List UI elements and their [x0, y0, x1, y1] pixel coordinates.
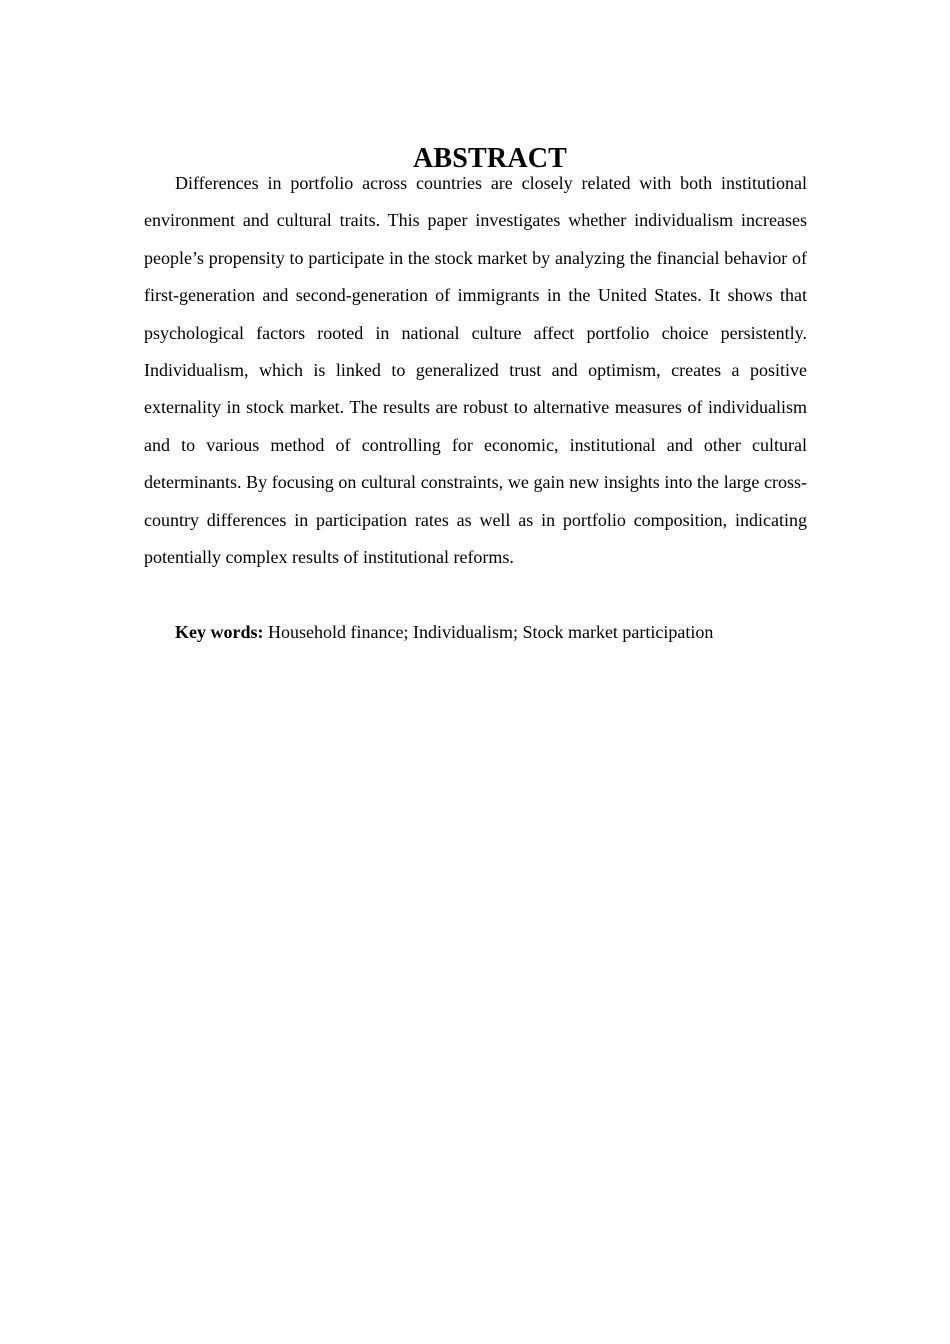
keywords-list: Household finance; Individualism; Stock market participation: [263, 622, 714, 642]
keywords-line: [144, 614, 807, 651]
keywords-label: Key words:: [175, 622, 264, 642]
abstract-paragraph: Differences in portfolio across countries are closely related with both institutional environment and cultural traits. This paper investigates whether individualism increases people’s propensity to participate in the stock market by analyzing the financial behavior of first-generation and second-generation of immigrants in the United States. It shows that psychological factors rooted in national culture affect portfolio choice persistently. Individualism, which is linked to generalized trust and optimism, creates a positive externality in stock market. The results are robust to alternative measures of individualism and to various method of controlling for economic, institutional and other cultural determinants. By focusing on cultural constraints, we gain new insights into the large cross-country differences in participation rates as well as in portfolio composition, indicating potentially complex results of institutional reforms.: [144, 173, 807, 568]
abstract-title: ABSTRACT: [412, 142, 568, 174]
